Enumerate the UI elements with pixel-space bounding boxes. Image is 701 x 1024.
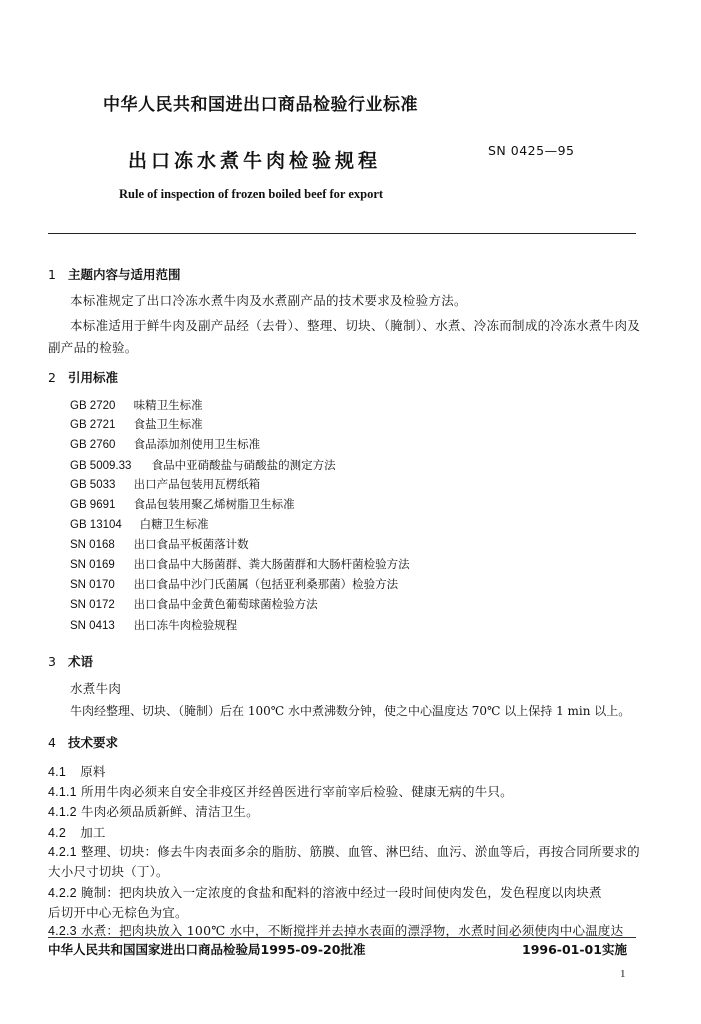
reference-item (70, 536, 249, 552)
reference-code: SN 0413 (70, 620, 115, 632)
clause-text: 牛肉必须品质新鲜、清洁卫生。 (81, 804, 259, 819)
reference-name: 白糖卫生标准 (139, 517, 209, 531)
clause-text: 整理、切块：修去牛肉表面多余的脂肪、筋膜、血管、淋巴结、血污、淤血等后，再按合同所要求的 (81, 844, 640, 859)
reference-name: 出口食品平板菌落计数 (133, 537, 249, 551)
section-4-heading (48, 733, 118, 751)
standard-number: SN 0425—95 (488, 143, 575, 158)
reference-code: GB 2760 (70, 439, 116, 451)
reference-code: GB 2721 (70, 419, 116, 431)
clause-text: 原料 (80, 764, 106, 779)
section-1-paragraph-2a: 本标准适用于鲜牛肉及副产品经（去骨）、整理、切块、（腌制）、水煮、冷冻而制成的冷冻水煮牛肉及 (70, 318, 641, 333)
section-title: 主题内容与适用范围 (68, 267, 181, 282)
reference-code: GB 13104 (70, 519, 122, 531)
clause-text: 加工 (80, 825, 106, 840)
clause-4-2-2 (48, 883, 602, 901)
reference-name: 出口食品中金黄色葡萄球菌检验方法 (133, 597, 318, 611)
section-1-heading (48, 265, 181, 283)
section-1-paragraph-1: 本标准规定了出口冷冻水煮牛肉及水煮副产品的技术要求及检验方法。 (70, 293, 467, 308)
reference-item (70, 617, 237, 633)
section-number: 1 (48, 267, 56, 282)
reference-code: SN 0168 (70, 539, 115, 551)
footer-divider (48, 937, 636, 938)
section-number: 3 (48, 654, 56, 669)
section-title: 术语 (68, 654, 94, 669)
clause-number: 4.1 (48, 765, 66, 779)
section-title: 技术要求 (68, 735, 119, 750)
clause-number: 4.1.1 (48, 785, 77, 799)
implementation-date: 1996-01-01实施 (522, 942, 627, 957)
reference-item (70, 516, 209, 532)
clause-4-1 (48, 762, 106, 780)
title-divider (48, 233, 636, 234)
reference-name: 出口食品中大肠菌群、粪大肠菌群和大肠杆菌检验方法 (133, 557, 410, 571)
section-3-heading (48, 652, 93, 670)
reference-item (70, 416, 203, 432)
reference-item (70, 556, 410, 572)
reference-code: GB 2720 (70, 400, 116, 412)
section-2-heading (48, 368, 118, 386)
document-title: 出口冻水煮牛肉检验规程 (128, 150, 382, 172)
reference-code: GB 9691 (70, 499, 116, 511)
clause-4-2-2-continued: 后切开中心无棕色为宜。 (48, 905, 188, 920)
reference-item (70, 576, 398, 592)
reference-item (70, 397, 203, 413)
reference-name: 出口食品中沙门氏菌属（包括亚利桑那菌）检验方法 (133, 577, 399, 591)
clause-4-2 (48, 823, 106, 841)
reference-code: GB 5009.33 (70, 460, 132, 472)
reference-item (70, 496, 295, 512)
reference-name: 食品中亚硝酸盐与硝酸盐的测定方法 (151, 458, 336, 472)
section-1-paragraph-2b: 副产品的检验。 (48, 340, 138, 355)
reference-code: SN 0170 (70, 579, 115, 591)
clause-text: 腌制：把肉块放入一定浓度的食盐和配料的溶液中经过一段时间使肉发色，发色程度以肉块煮 (81, 885, 602, 900)
clause-number: 4.2.1 (48, 845, 77, 859)
reference-name: 出口产品包装用瓦楞纸箱 (133, 477, 261, 491)
reference-item (70, 596, 318, 612)
clause-4-1-2 (48, 802, 259, 820)
section-number: 2 (48, 370, 56, 385)
standard-category-header: 中华人民共和国进出口商品检验行业标准 (103, 95, 418, 115)
clause-4-1-1 (48, 782, 513, 800)
reference-item (70, 476, 260, 492)
reference-item (70, 436, 260, 452)
term: 水煮牛肉 (70, 681, 122, 696)
reference-code: SN 0172 (70, 599, 115, 611)
clause-number: 4.2.3 (48, 924, 77, 938)
reference-name: 食盐卫生标准 (133, 417, 203, 431)
clause-4-2-1 (48, 842, 640, 860)
clause-number: 4.2 (48, 826, 66, 840)
section-title: 引用标准 (68, 370, 119, 385)
clause-4-2-1-continued: 大小尺寸切块（丁）。 (48, 864, 169, 879)
reference-item (70, 457, 336, 473)
reference-name: 食品添加剂使用卫生标准 (133, 437, 261, 451)
clause-text: 所用牛肉必须来自安全非疫区并经兽医进行宰前宰后检验、健康无病的牛只。 (81, 784, 513, 799)
term-definition: 牛肉经整理、切块、（腌制）后在 100℃ 水中煮沸数分钟，使之中心温度达 70℃ 以上保持 1 min 以上。 (70, 704, 631, 718)
page-number: 1 (620, 968, 626, 980)
section-number: 4 (48, 735, 56, 750)
english-title: Rule of inspection of frozen boiled beef for export (119, 187, 384, 201)
reference-name: 味精卫生标准 (133, 398, 203, 412)
reference-name: 食品包装用聚乙烯树脂卫生标准 (133, 497, 295, 511)
clause-text: 水煮：把肉块放入 100℃ 水中，不断搅拌并去掉水表面的漂浮物，水煮时间必须使肉中心温度达 (81, 923, 624, 938)
reference-code: SN 0169 (70, 559, 115, 571)
clause-number: 4.2.2 (48, 886, 77, 900)
approval-line: 中华人民共和国国家进出口商品检验局1995-09-20批准 (48, 942, 366, 957)
clause-number: 4.1.2 (48, 805, 77, 819)
reference-name: 出口冻牛肉检验规程 (133, 618, 238, 632)
reference-code: GB 5033 (70, 479, 116, 491)
